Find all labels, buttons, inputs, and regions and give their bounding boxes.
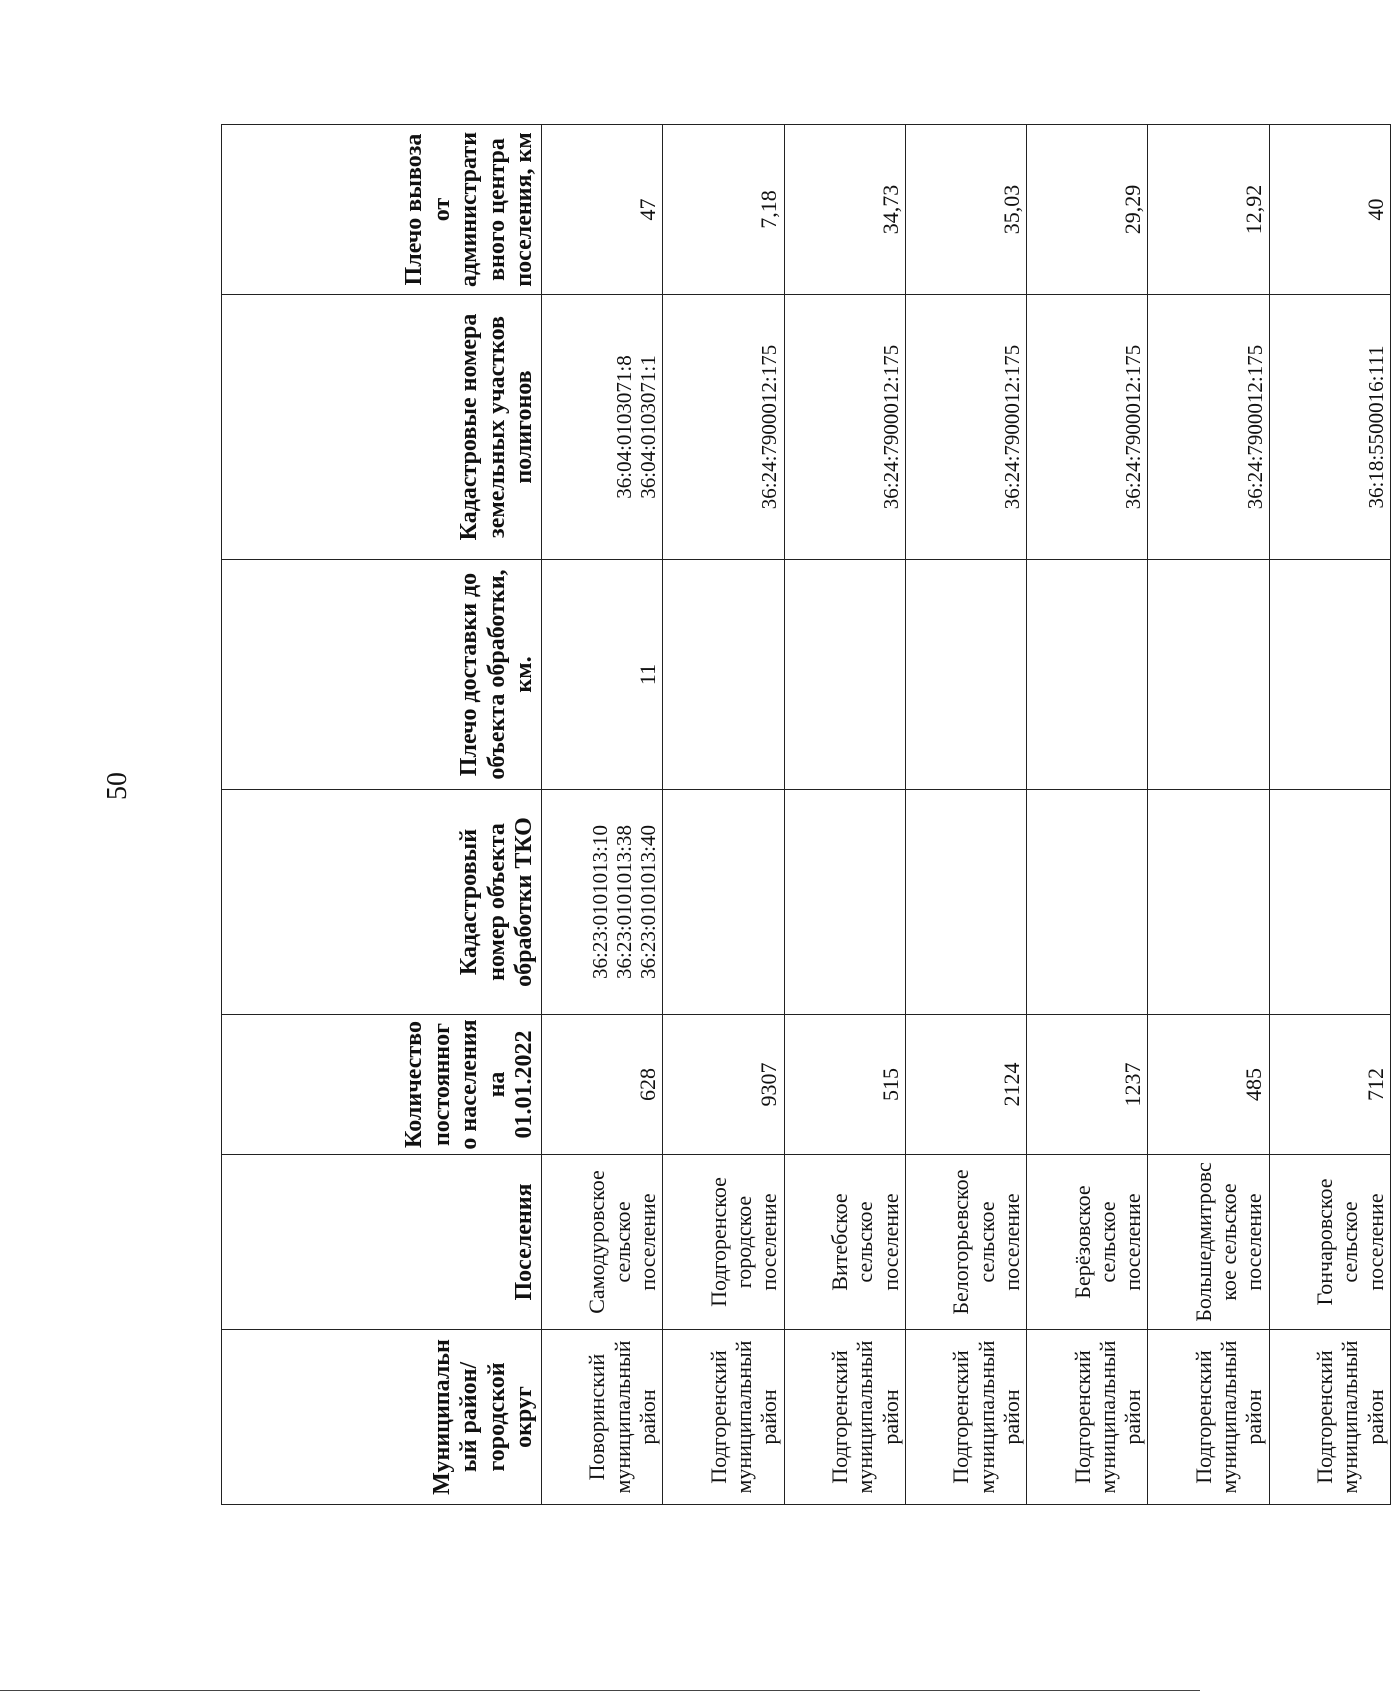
cell-district: Подгоренский муниципальный район [905, 1330, 1026, 1505]
cell-district: Подгоренский муниципальный район [663, 1330, 784, 1505]
cell-settlement: Подгоренское городское поселение [663, 1155, 784, 1330]
page-bottom-rule [0, 1690, 1200, 1691]
cell-processing-cadastral [663, 790, 784, 1015]
cell-landfill-cadastral [542, 295, 663, 560]
cell-landfill-cadastral-line: 36:24:7900012:175 [878, 344, 903, 510]
table-row [905, 125, 1026, 1505]
cell-export-km: 35,03 [905, 125, 1026, 295]
cell-landfill-cadastral [663, 295, 784, 560]
cell-population: 2124 [905, 1015, 1026, 1155]
cell-landfill-cadastral [784, 295, 905, 560]
table-header-row [222, 125, 542, 1505]
cell-processing-cadastral [905, 790, 1026, 1015]
cell-landfill-cadastral [905, 295, 1026, 560]
cell-export-km: 7,18 [663, 125, 784, 295]
cell-export-km: 34,73 [784, 125, 905, 295]
header-population: Количество постоянного населения на 01.01.2022 [222, 1015, 542, 1155]
cell-population: 9307 [663, 1015, 784, 1155]
cell-settlement: Самодуровское сельское поселение [542, 1155, 663, 1330]
cell-export-km: 47 [542, 125, 663, 295]
cell-settlement: Гончаровское сельское поселение [1269, 1155, 1390, 1330]
cell-district: Поворинский муниципальный район [542, 1330, 663, 1505]
table-row [542, 125, 663, 1505]
table-row [663, 125, 784, 1505]
cell-landfill-cadastral-line: 36:04:0103071:1 [636, 355, 661, 499]
header-processing-cadastral: Кадастровый номер объекта обработки ТКО [222, 790, 542, 1015]
cell-delivery-km [1269, 560, 1390, 790]
cell-district: Подгоренский муниципальный район [1269, 1330, 1390, 1505]
cell-landfill-cadastral-line: 36:24:7900012:175 [999, 344, 1024, 510]
cell-district: Подгоренский муниципальный район [784, 1330, 905, 1505]
header-district: Муниципальный район/ городской округ [222, 1330, 542, 1505]
cell-processing-cadastral [1027, 790, 1148, 1015]
table-body [542, 125, 1391, 1505]
cell-landfill-cadastral-line: 36:24:7900012:175 [1121, 344, 1146, 510]
cell-delivery-km [663, 560, 784, 790]
cell-processing-cadastral [1269, 790, 1390, 1015]
cell-district: Подгоренский муниципальный район [1027, 1330, 1148, 1505]
cell-settlement: Белогорьевское сельское поселение [905, 1155, 1026, 1330]
cell-processing-cadastral-line: 36:23:0101013:40 [636, 825, 661, 980]
landfill-table [221, 124, 1391, 1505]
cell-settlement: Витебское сельское поселение [784, 1155, 905, 1330]
cell-settlement: Берёзовское сельское поселение [1027, 1155, 1148, 1330]
header-landfill-cadastral: Кадастровые номера земельных участков полигонов [222, 295, 542, 560]
cell-delivery-km [905, 560, 1026, 790]
cell-settlement: Большедмитровское сельское поселение [1148, 1155, 1269, 1330]
cell-landfill-cadastral-line: 36:24:7900012:175 [1242, 344, 1267, 510]
cell-delivery-km [1027, 560, 1148, 790]
cell-landfill-cadastral [1269, 295, 1390, 560]
cell-processing-cadastral-line: 36:23:0101013:38 [612, 825, 636, 980]
cell-landfill-cadastral [1027, 295, 1148, 560]
cell-processing-cadastral [784, 790, 905, 1015]
rotated-table-container [221, 125, 1391, 1505]
table-row [1148, 125, 1269, 1505]
cell-export-km: 12,92 [1148, 125, 1269, 295]
header-export-km: Плечо вывоза от административного центра поселения, км [222, 125, 542, 295]
cell-processing-cadastral [542, 790, 663, 1015]
cell-population: 712 [1269, 1015, 1390, 1155]
cell-landfill-cadastral [1148, 295, 1269, 560]
cell-landfill-cadastral-line: 36:04:0103071:8 [612, 355, 636, 499]
cell-export-km: 29,29 [1027, 125, 1148, 295]
cell-delivery-km [1148, 560, 1269, 790]
cell-population: 628 [542, 1015, 663, 1155]
header-delivery-km: Плечо доставки до объекта обработки, км. [222, 560, 542, 790]
table-row [1027, 125, 1148, 1505]
cell-landfill-cadastral-line: 36:24:7900012:175 [757, 344, 782, 510]
cell-processing-cadastral [1148, 790, 1269, 1015]
cell-export-km: 40 [1269, 125, 1390, 295]
table-row [1269, 125, 1390, 1505]
cell-district: Подгоренский муниципальный район [1148, 1330, 1269, 1505]
cell-delivery-km [784, 560, 905, 790]
header-settlement: Поселения [222, 1155, 542, 1330]
cell-population: 1237 [1027, 1015, 1148, 1155]
cell-population: 515 [784, 1015, 905, 1155]
table-row [784, 125, 905, 1505]
page-number: 50 [102, 772, 133, 800]
cell-population: 485 [1148, 1015, 1269, 1155]
cell-processing-cadastral-line: 36:23:0101013:10 [587, 825, 612, 980]
cell-delivery-km: 11 [542, 560, 663, 790]
cell-landfill-cadastral-line: 36:18:5500016:111 [1363, 345, 1388, 509]
